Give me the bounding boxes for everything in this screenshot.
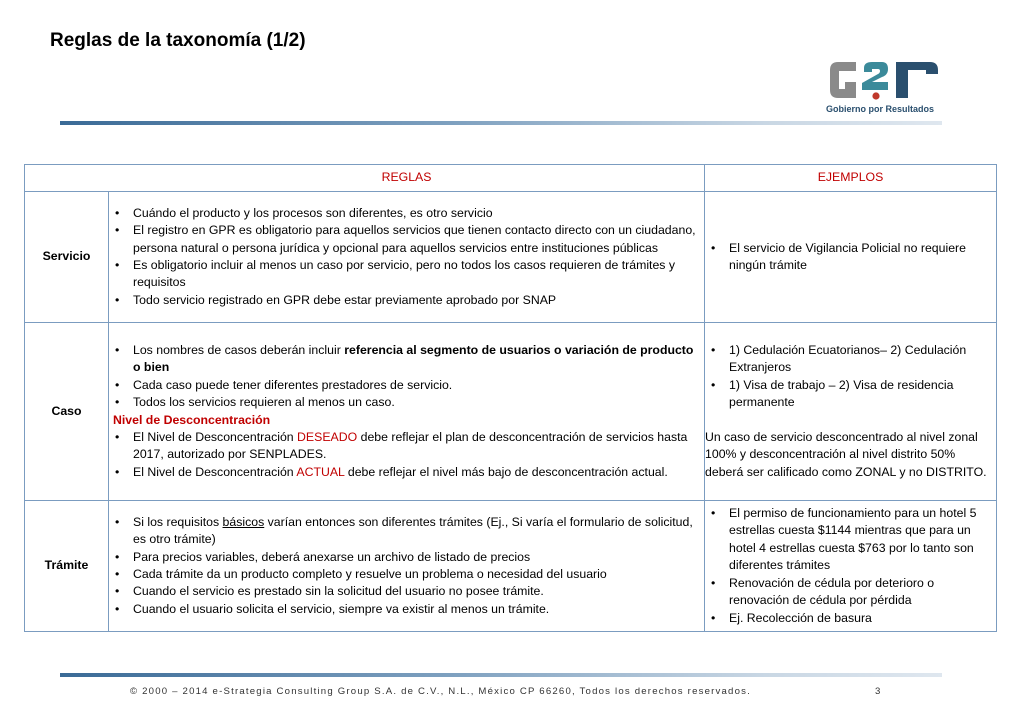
caso-examples xyxy=(705,323,997,501)
list-item: • 1) Visa de trabajo – 2) Visa de residencia permanente xyxy=(705,377,996,412)
servicio-rules xyxy=(109,192,705,323)
list-item: • Cada caso puede tener diferentes prestadores de servicio. xyxy=(109,377,704,394)
rule-text: El Nivel de Desconcentración xyxy=(133,464,297,479)
list-item xyxy=(109,429,704,464)
rule-highlight: DESEADO xyxy=(297,429,358,444)
page-title: Reglas de la taxonomía (1/2) xyxy=(50,30,306,51)
list-item: • Para precios variables, deberá anexarse un archivo de listado de precios xyxy=(109,549,704,566)
rule-text: debe reflejar el nivel más bajo de desconcentración actual. xyxy=(344,464,668,479)
list-item: • Ej. Recolección de basura xyxy=(705,610,996,627)
table-row xyxy=(25,192,997,323)
rule-emphasis: referencia al segmento de usuarios o variación de producto o bien xyxy=(133,342,694,375)
tramite-examples xyxy=(705,501,997,632)
example-paragraph: Un caso de servicio desconcentrado al nivel zonal 100% y desconcentración al nivel distrito 50% deberá ser calificado como ZONAL y no DISTRITO. xyxy=(705,429,987,479)
footer-divider xyxy=(60,673,942,677)
list-item: • Cuando el servicio es prestado sin la solicitud del usuario no posee trámite. xyxy=(109,583,704,600)
header-divider xyxy=(60,121,942,125)
rules-header: REGLAS xyxy=(25,165,705,192)
desconcentracion-subheading: Nivel de Desconcentración xyxy=(113,412,271,427)
footer-copyright: © 2000 – 2014 e-Strategia Consulting Group S.A. de C.V., N.L., México CP 66260, Todos los derechos reservados. xyxy=(130,686,751,697)
rule-highlight: ACTUAL xyxy=(296,464,345,479)
list-item: • 1) Cedulación Ecuatorianos– 2) Cedulación Extranjeros xyxy=(705,342,996,377)
row-label-servicio: Servicio xyxy=(25,192,109,323)
list-item xyxy=(109,464,704,481)
page-number: 3 xyxy=(875,686,881,697)
table-row xyxy=(25,323,997,501)
list-item: • Cuándo el producto y los procesos son diferentes, es otro servicio xyxy=(109,205,704,222)
logo-text: Gobierno por Resultados xyxy=(826,104,935,114)
list-item xyxy=(109,514,704,549)
list-item: • El permiso de funcionamiento para un hotel 5 estrellas cuesta $1144 mientras que para un hotel 4 estrellas cuesta $763 por lo tanto son diferentes trámites xyxy=(705,505,996,575)
list-item: • Cada trámite da un producto completo y resuelve un problema o necesidad del usuario xyxy=(109,566,704,583)
tramite-rules xyxy=(109,501,705,632)
list-item xyxy=(109,342,704,377)
rule-text: varían entonces son diferentes trámites (Ej., Si varía el formulario de solicitud, es otro trámite) xyxy=(133,514,693,547)
row-label-tramite: Trámite xyxy=(25,501,109,632)
rule-underline: básicos xyxy=(222,514,265,529)
rule-text: debe reflejar el plan de desconcentración de servicios hasta 2017, autorizado por SENPLADES. xyxy=(133,429,688,462)
rule-text: El Nivel de Desconcentración xyxy=(133,429,298,444)
table-row xyxy=(25,501,997,632)
row-label-caso: Caso xyxy=(25,323,109,501)
rule-text: Los nombres de casos deberán incluir xyxy=(133,342,345,357)
taxonomy-rules-table xyxy=(24,164,997,632)
list-item: • El registro en GPR es obligatorio para aquellos servicios que tienen contacto directo con un ciudadano, persona natural o persona jurídica y opcional para aquellos servicios entre instituciones públicas xyxy=(109,222,704,257)
servicio-examples xyxy=(705,192,997,323)
caso-rules xyxy=(109,323,705,501)
list-item: • El servicio de Vigilancia Policial no requiere ningún trámite xyxy=(705,240,996,275)
list-item: • Renovación de cédula por deterioro o renovación de cédula por pérdida xyxy=(705,575,996,610)
examples-header: EJEMPLOS xyxy=(705,165,997,192)
list-item: • Todos los servicios requieren al menos un caso. xyxy=(109,394,704,411)
table-header-row xyxy=(25,165,997,192)
rule-text: Si los requisitos xyxy=(133,514,223,529)
list-item: • Es obligatorio incluir al menos un caso por servicio, pero no todos los casos requieren de trámites y requisitos xyxy=(109,257,704,292)
list-item: • Todo servicio registrado en GPR debe estar previamente aprobado por SNAP xyxy=(109,292,704,309)
list-item: • Cuando el usuario solicita el servicio, siempre va existir al menos un trámite. xyxy=(109,601,704,618)
